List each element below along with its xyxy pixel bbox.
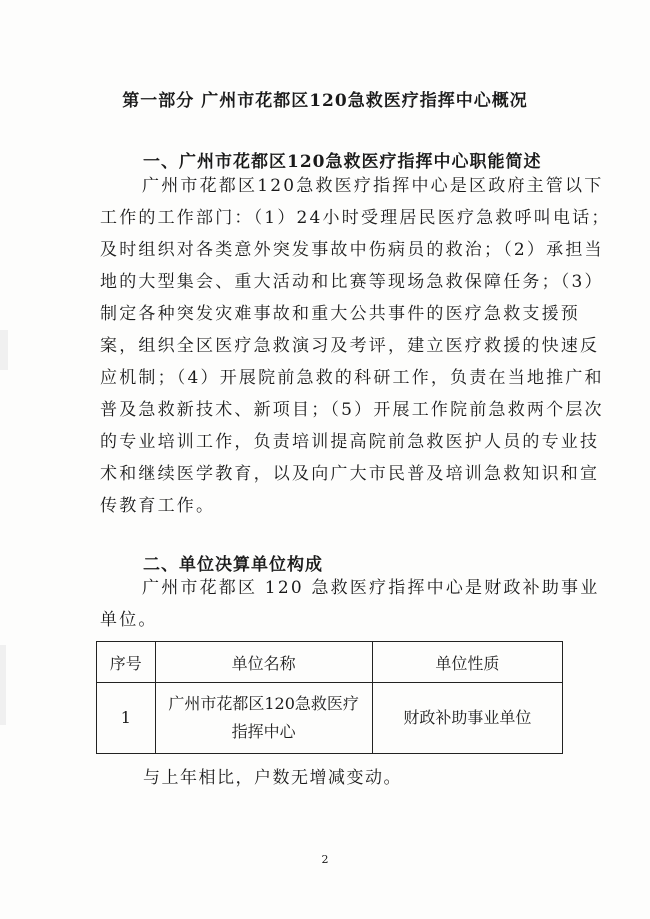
header-unit-name: 单位名称 <box>155 642 372 683</box>
paragraph-line: 应机制；（4）开展院前急救的科研工作，负责在当地推广和 <box>100 368 604 388</box>
cell-serial-no: 1 <box>97 683 156 754</box>
paragraph-line: 传教育工作。 <box>100 496 216 516</box>
cell-unit-name <box>155 683 372 754</box>
scan-artifact <box>0 645 6 725</box>
paragraph-line: 地的大型集会、重大活动和比赛等现场急救保障任务；（3） <box>100 272 604 292</box>
paragraph-line: 广州市花都区120急救医疗指挥中心是区政府主管以下 <box>142 176 604 196</box>
header-unit-type: 单位性质 <box>372 642 562 683</box>
section1-heading: 一、广州市花都区120急救医疗指挥中心职能简述 <box>143 152 542 172</box>
unit-name-line: 广州市花都区120急救医疗 <box>168 694 359 713</box>
scan-artifact <box>0 330 8 370</box>
paragraph-line: 工作的工作部门：（1）24小时受理居民医疗急救呼叫电话； <box>100 208 611 228</box>
unit-table <box>96 641 563 754</box>
section1-paragraph <box>100 170 611 522</box>
paragraph-line: 案，组织全区医疗急救演习及考评，建立医疗救援的快速反 <box>100 336 600 356</box>
page-title: 第一部分 广州市花都区120急救医疗指挥中心概况 <box>122 91 528 111</box>
table-row <box>97 683 563 754</box>
paragraph-line: 的专业培训工作，负责培训提高院前急救医护人员的专业技 <box>100 432 600 452</box>
cell-unit-type: 财政补助事业单位 <box>372 683 562 754</box>
paragraph-line: 制定各种突发灾难事故和重大公共事件的医疗急救支援预 <box>100 304 580 324</box>
unit-name-line: 指挥中心 <box>231 722 296 741</box>
header-serial-no: 序号 <box>97 642 156 683</box>
paragraph-line: 及时组织对各类意外突发事故中伤病员的救治；（2）承担当 <box>100 240 604 260</box>
paragraph-line: 术和继续医学教育，以及向广大市民普及培训急救知识和宣 <box>100 464 600 484</box>
section2-heading: 二、单位决算单位构成 <box>143 555 323 575</box>
section2-paragraph <box>100 572 600 636</box>
page-number: 2 <box>321 853 329 866</box>
change-note: 与上年相比，户数无增减变动。 <box>143 768 402 788</box>
paragraph-line: 广州市花都区 120 急救医疗指挥中心是财政补助事业 <box>142 578 600 598</box>
table-header-row <box>97 642 563 683</box>
paragraph-line: 普及急救新技术、新项目；（5）开展工作院前急救两个层次 <box>100 400 604 420</box>
paragraph-line: 单位。 <box>100 610 158 630</box>
